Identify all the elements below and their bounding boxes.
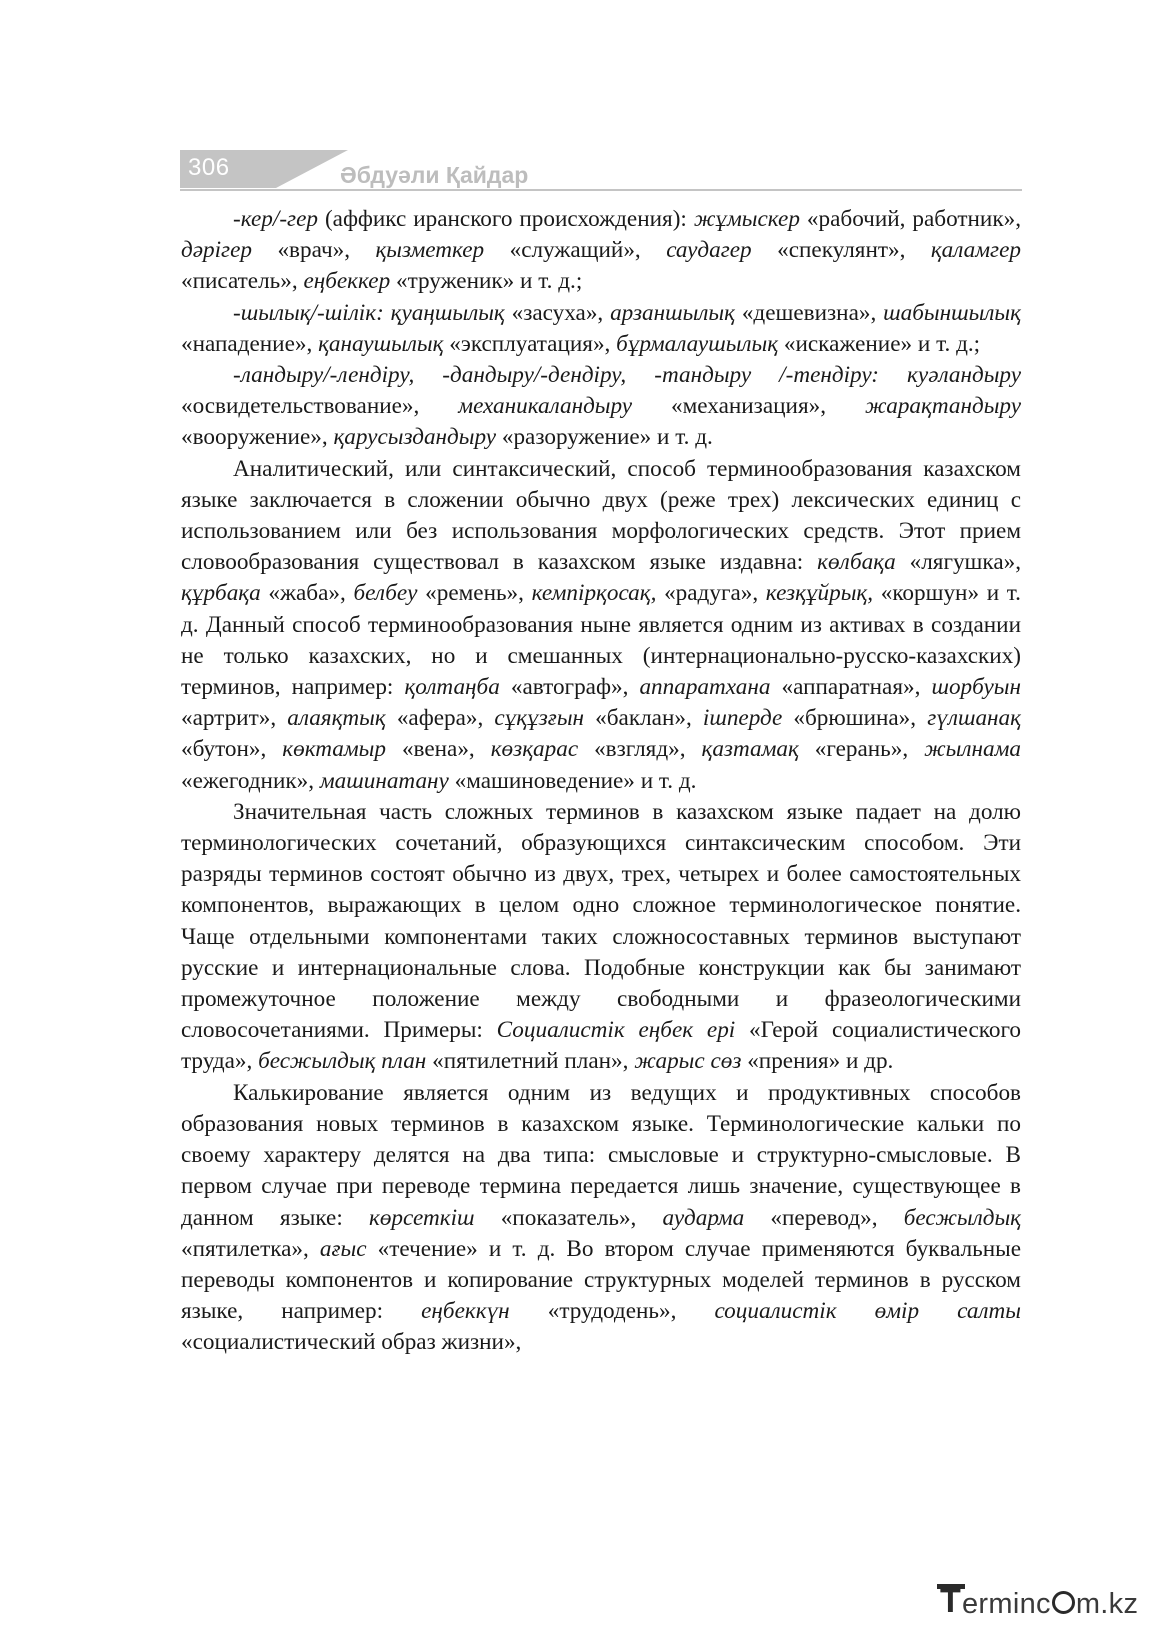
- term-italic: жарақтандыру: [864, 393, 1021, 420]
- term-italic: Социалистік еңбек ері: [496, 1017, 736, 1044]
- term-italic: бұрмалаушылық: [616, 330, 779, 357]
- watermark-part-b: m.kz: [1075, 1588, 1139, 1620]
- term-italic: саудагер: [666, 237, 752, 264]
- paragraph: [181, 360, 1021, 454]
- text-run: «машиноведение» и т. д.: [448, 767, 697, 794]
- text-run: «писатель»,: [181, 268, 304, 295]
- watermark-part-a: erminc: [962, 1588, 1051, 1620]
- termincom-watermark: [940, 1582, 1140, 1622]
- text-run: Значительная часть сложных терминов в казахском языке падает на долю терминологических сочетаний, образующихся синтаксическим способом. Эти разряды терминов состоят обычно из двух, трех, четырех и более самостоятельных компонентов, выражающих в целом одно сложное терминологическое понятие. Чаще отдельными компонентами таких сложносоставных терминов выступают русские и интернациональные слова. Подобные конструкции как бы занимают промежуточное положение между свободными и фразеологическими словосочетаниями. Примеры:: [181, 798, 1021, 1044]
- text-run: «баклан»,: [584, 705, 703, 732]
- text-run: (аффикс иранского происхождения):: [317, 206, 694, 232]
- text-run: Калькирование является одним из ведущих и продуктивных способов образования новых терминов в казахском языке. Терминологические кальки по своему характеру делятся на два типа: смысловые и структурно-смысловые. В первом случае при переводе термина передается лишь значение, существующее в данном языке:: [181, 1079, 1021, 1231]
- text-run: «освидетельствование»,: [181, 393, 459, 420]
- text-run: «Герой социалистического труда»,: [181, 1017, 1022, 1075]
- text-run: Аналитический, или синтаксический, способ терминообразования казахском языке заключается в сложении обычно двух (реже трех) лексических единиц с использованием или без использования морфологических средств. Этот прием словообразования существовал в казахском языке издавна:: [181, 455, 1021, 576]
- paragraph: [181, 454, 1021, 797]
- text-run: «разоружение» и т. д.: [496, 424, 713, 451]
- term-italic: қызметкер: [375, 237, 485, 264]
- page-header: [180, 150, 1022, 196]
- term-italic: көзқарас: [490, 736, 579, 763]
- term-italic: -кер/-гер: [233, 206, 318, 232]
- text-run: «засуха»,: [504, 299, 611, 326]
- text-run: «коршун» и т. д. Данный способ терминообразования ныне является одним из активах в создании не только казахских, но и смешанных (интернационально-русско-казахских) терминов, например:: [181, 580, 1021, 701]
- text-run: «механизация»,: [632, 393, 865, 420]
- text-run: «вооружение»,: [181, 424, 334, 451]
- text-run: «эксплуатация»,: [443, 330, 617, 357]
- term-italic: бесжылдық: [903, 1204, 1021, 1231]
- text-run: «труженик» и т. д.;: [390, 268, 583, 295]
- term-italic: қазтамақ: [701, 736, 799, 763]
- term-italic: көлбақа: [817, 549, 896, 576]
- term-italic: көрсеткіш: [368, 1204, 475, 1231]
- term-italic: кезқұйрық,: [765, 580, 874, 607]
- term-italic: қанаушылық: [318, 330, 444, 357]
- text-run: «прения» и др.: [741, 1048, 894, 1075]
- text-run: «автограф»,: [499, 674, 640, 701]
- text-run: «дешевизна»,: [734, 299, 884, 326]
- paragraph: [181, 298, 1021, 360]
- text-run: «афера»,: [385, 705, 495, 732]
- text-run: «рабочий, работник»,: [799, 206, 1021, 232]
- text-run: «ежегодник»,: [181, 767, 320, 794]
- paragraph: [181, 1078, 1021, 1359]
- term-italic: сұқұзғын: [494, 705, 585, 732]
- term-italic: құрбақа: [181, 580, 261, 607]
- term-italic: механикаландыру: [458, 393, 633, 420]
- term-italic: қолтаңба: [404, 674, 500, 701]
- term-italic: гүлшанақ: [927, 705, 1021, 732]
- term-italic: -ландыру/-лендіру, -дандыру/-дендіру, -тандыру /-тендіру: куәландыру: [233, 362, 1021, 389]
- term-italic: көктамыр: [282, 736, 386, 763]
- term-italic: шабыншылық: [883, 299, 1021, 326]
- page-number-tab: [180, 150, 276, 188]
- term-italic: кемпірқосақ,: [531, 580, 657, 607]
- text-run: «пятилетний план»,: [426, 1048, 635, 1075]
- watermark-t: T: [940, 1582, 961, 1620]
- term-italic: арзаншылық: [610, 299, 735, 326]
- watermark-o-circle: [1052, 1591, 1075, 1614]
- term-italic: қаламгер: [930, 237, 1021, 264]
- term-italic: бесжылдық план: [258, 1048, 427, 1075]
- watermark-text: [962, 1588, 1138, 1621]
- text-run: «радуга»,: [656, 580, 766, 607]
- term-italic: машинатану: [319, 767, 449, 794]
- text-run: «аппаратная»,: [770, 674, 932, 701]
- term-italic: жарыс сөз: [634, 1048, 742, 1075]
- running-author: Әбдуәли Қайдар: [340, 162, 529, 188]
- tab-wedge-decoration: [276, 150, 348, 188]
- term-italic: жұмыскер: [693, 206, 800, 232]
- term-italic: еңбеккер: [303, 268, 391, 295]
- text-run: «бутон»,: [181, 736, 283, 763]
- term-italic: ішперде: [702, 705, 783, 732]
- text-run: «взгляд»,: [578, 736, 702, 763]
- text-run: «социалистический образ жизни»,: [181, 1329, 522, 1356]
- term-italic: аударма: [662, 1204, 745, 1231]
- text-run: «брюшина»,: [782, 705, 928, 732]
- text-run: «лягушка»,: [895, 549, 1022, 576]
- text-run: «спекулянт»,: [751, 237, 931, 264]
- term-italic: социалистік өмір салты: [714, 1298, 1021, 1325]
- term-italic: аппаратхана: [639, 674, 771, 701]
- term-italic: қарусыздандыру: [333, 424, 497, 451]
- term-italic: жылнама: [924, 736, 1021, 763]
- term-italic: ағыс: [319, 1235, 367, 1262]
- header-rule: [180, 189, 1022, 191]
- text-run: «герань»,: [798, 736, 925, 763]
- term-italic: -шылық/-шілік: қуаңшылық: [233, 299, 505, 326]
- text-run: «ремень»,: [417, 580, 532, 607]
- text-run: «нападение»,: [181, 330, 319, 357]
- paragraph: [181, 204, 1021, 298]
- term-italic: шорбуын: [931, 674, 1021, 701]
- text-run: «жаба»,: [260, 580, 354, 607]
- text-run: «показатель»,: [474, 1204, 663, 1231]
- text-run: «врач»,: [252, 237, 376, 264]
- text-run: «течение» и т. д. Во втором случае применяются буквальные переводы компонентов и копирование структурных моделей терминов в русском языке, например:: [181, 1235, 1021, 1325]
- text-run: «трудодень»,: [509, 1298, 715, 1325]
- term-italic: дәрігер: [181, 237, 252, 264]
- term-italic: еңбеккүн: [421, 1298, 510, 1325]
- page-number: 306: [188, 154, 230, 181]
- text-run: «пятилетка»,: [181, 1235, 320, 1262]
- paragraph: [181, 797, 1021, 1078]
- term-italic: белбеу: [353, 580, 418, 607]
- body-text: [181, 204, 1021, 1359]
- text-run: «перевод»,: [744, 1204, 904, 1231]
- text-run: «артрит»,: [181, 705, 288, 732]
- text-run: «служащий»,: [484, 237, 667, 264]
- text-run: «вена»,: [385, 736, 491, 763]
- term-italic: алаяқтық: [287, 705, 386, 732]
- text-run: «искажение» и т. д.;: [778, 330, 981, 357]
